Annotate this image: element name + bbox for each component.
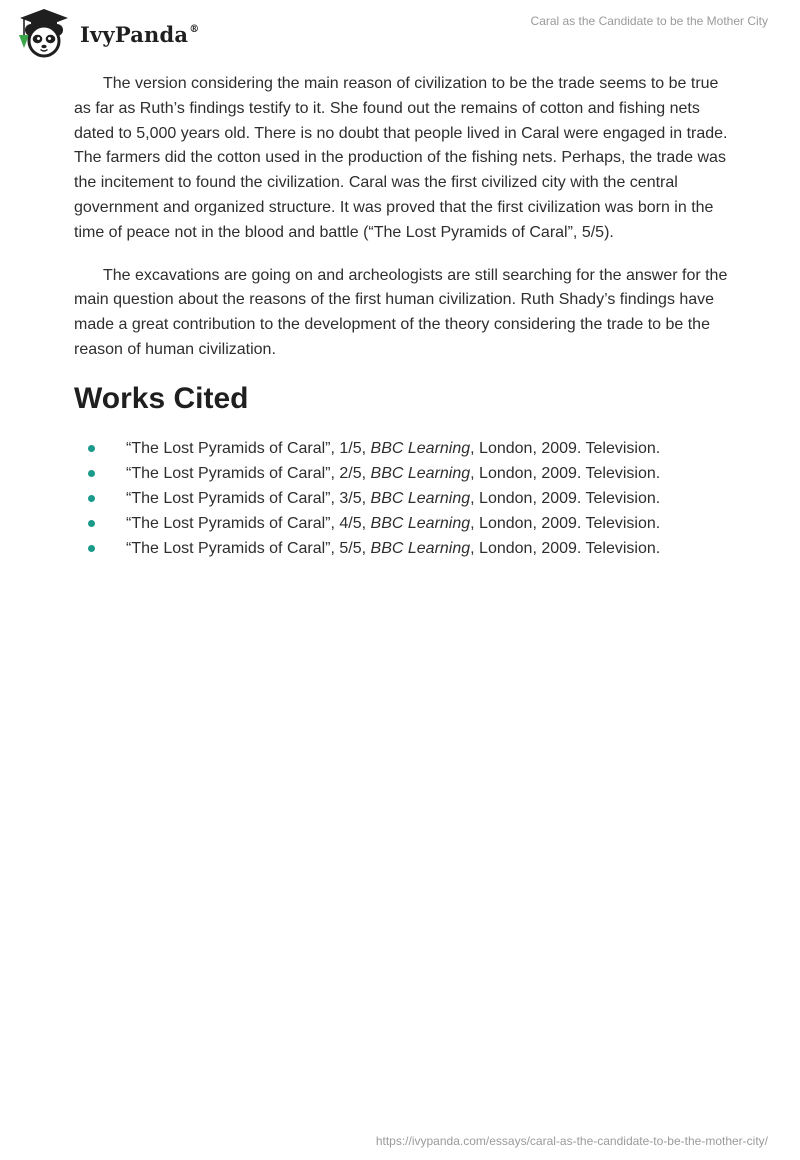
citation-item: “The Lost Pyramids of Caral”, 5/5, BBC Learning, London, 2009. Television. [74, 536, 728, 561]
citation-item: “The Lost Pyramids of Caral”, 2/5, BBC Learning, London, 2009. Television. [74, 461, 728, 486]
essay-content [74, 72, 728, 561]
page-header [0, 0, 800, 64]
brand-name: IvyPanda® [80, 21, 200, 47]
citation-item: “The Lost Pyramids of Caral”, 4/5, BBC Learning, London, 2009. Television. [74, 511, 728, 536]
works-cited-heading: Works Cited [74, 381, 249, 415]
citation-item: “The Lost Pyramids of Caral”, 3/5, BBC Learning, London, 2009. Television. [74, 486, 728, 511]
ivypanda-logo[interactable] [14, 8, 199, 58]
bullet-icon [88, 445, 95, 452]
panda-graduate-icon [14, 8, 74, 58]
bullet-icon [88, 545, 95, 552]
source-url[interactable]: https://ivypanda.com/essays/caral-as-the-candidate-to-be-the-mother-city/ [375, 1134, 768, 1148]
citation-item: “The Lost Pyramids of Caral”, 1/5, BBC Learning, London, 2009. Television. [74, 436, 728, 461]
body-paragraph: The version considering the main reason of civilization to be the trade seems to be true as far as Ruth’s findings testify to it. She found out the remains of cotton and fishing nets dated to 5,000 years old. There is no doubt that people lived in Caral were engaged in trade. The farmers did the cotton used in the production of the fishing nets. Perhaps, the trade was the incitement to found the civilization. Caral was the first civilized city with the central government and organized structure. It was proved that the first civilization was born in the time of peace not in the blood and battle (“The Lost Pyramids of Caral”, 5/5). [74, 75, 728, 241]
works-cited-list [74, 436, 728, 561]
bullet-icon [88, 470, 95, 477]
body-paragraph: The excavations are going on and archeologists are still searching for the answer for the main question about the reasons of the first human civilization. Ruth Shady’s findings have made a great contribution to the development of the theory considering the trade to be the reason of human civilization. [74, 266, 728, 358]
document-title: Caral as the Candidate to be the Mother City [530, 14, 768, 28]
bullet-icon [88, 495, 95, 502]
bullet-icon [88, 520, 95, 527]
